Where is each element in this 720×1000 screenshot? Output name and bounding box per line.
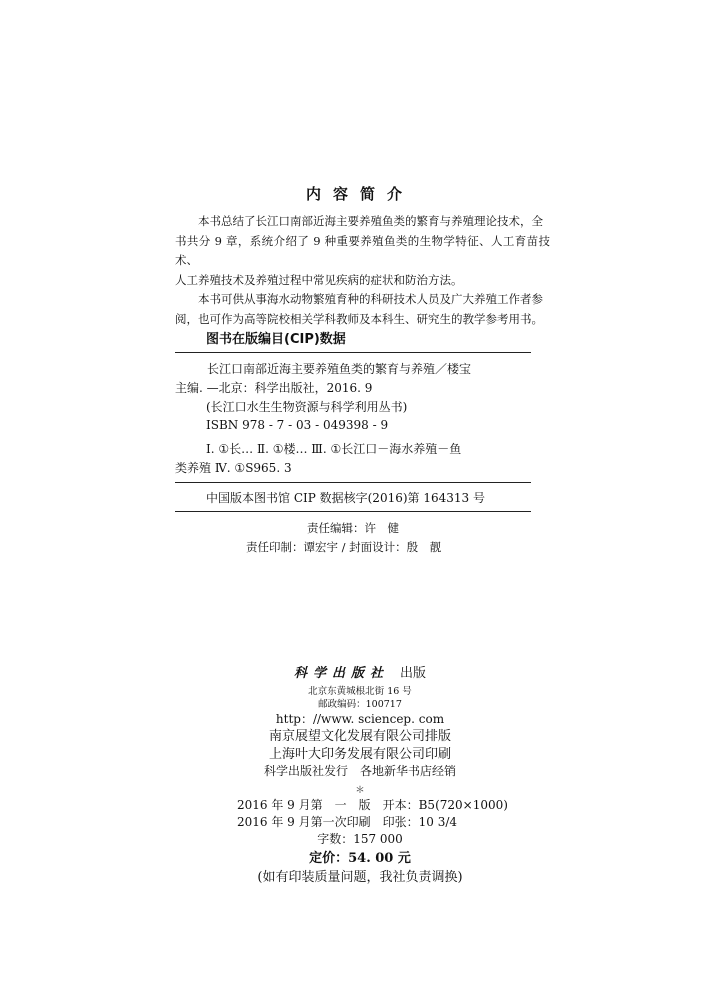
summary-line: 书共分 9 章，系统介绍了 9 种重要养殖鱼类的生物学特征、人工育苗技术、 <box>175 233 550 267</box>
edition-line: 2016 年 9 月第 一 版 开本：B5(720×1000) <box>237 798 508 812</box>
cip-number-line: 中国版本图书馆 CIP 数据核字(2016)第 164313 号 <box>206 491 485 505</box>
summary-line: 本书总结了长江口南部近海主要养殖鱼类的繁育与养殖理论技术，全 <box>198 214 543 228</box>
print-and-design-credits: 责任印制：谭宏宇 / 封面设计：殷 靓 <box>246 540 442 554</box>
responsible-editor: 责任编辑：许 健 <box>307 521 399 535</box>
publisher-url: http：//www. sciencep. com <box>275 712 445 726</box>
cip-title-line: 长江口南部近海主要养殖鱼类的繁育与养殖／楼宝 <box>207 362 472 376</box>
summary-line: 人工养殖技术及养殖过程中常见疾病的症状和防治方法。 <box>175 272 463 287</box>
publisher-postcode: 邮政编码：100717 <box>318 699 402 710</box>
cip-classification-line-2: 类养殖 Ⅳ. ①S965. 3 <box>175 461 292 475</box>
cip-series-line: (长江口水生生物资源与科学利用丛书) <box>206 400 408 414</box>
summary-paragraph <box>175 212 550 329</box>
publisher-logo: 科学出版社 <box>293 666 389 681</box>
cip-classification-line: Ⅰ. ①长… Ⅱ. ①楼… Ⅲ. ①长江口－海水养殖－鱼 <box>206 442 462 456</box>
price: 定价：54. 00 元 <box>309 851 411 866</box>
printer: 上海叶大印务发展有限公司印刷 <box>268 747 451 762</box>
separator-star: ＊ <box>355 785 365 796</box>
cip-isbn-line: ISBN 978 - 7 - 03 - 049398 - 9 <box>206 418 389 432</box>
publisher-logo-suffix: 出版 <box>400 666 427 681</box>
quality-notice: (如有印装质量问题，我社负责调换) <box>257 870 463 885</box>
word-count: 字数：157 000 <box>317 832 403 846</box>
cip-top-rule <box>175 352 531 353</box>
publisher-logo-line <box>0 662 720 681</box>
summary-title: 内容简介 <box>305 185 414 203</box>
summary-line: 本书可供从事海水动物繁殖育种的科研技术人员及广大养殖工作者参 <box>198 292 543 306</box>
publisher-address: 北京东黄城根北街 16 号 <box>308 686 412 697</box>
cip-bottom-rule <box>175 511 531 512</box>
summary-line: 阅，也可作为高等院校相关学科教师及本科生、研究生的教学参考用书。 <box>175 311 543 326</box>
cip-editor-line: 主编. —北京：科学出版社，2016. 9 <box>175 381 373 395</box>
cip-heading: 图书在版编目(CIP)数据 <box>206 332 346 347</box>
printing-line: 2016 年 9 月第一次印刷 印张：10 3/4 <box>237 815 458 829</box>
typesetter: 南京展望文化发展有限公司排版 <box>268 729 451 744</box>
distribution: 科学出版社发行 各地新华书店经销 <box>263 764 456 778</box>
cip-middle-rule <box>175 482 531 483</box>
